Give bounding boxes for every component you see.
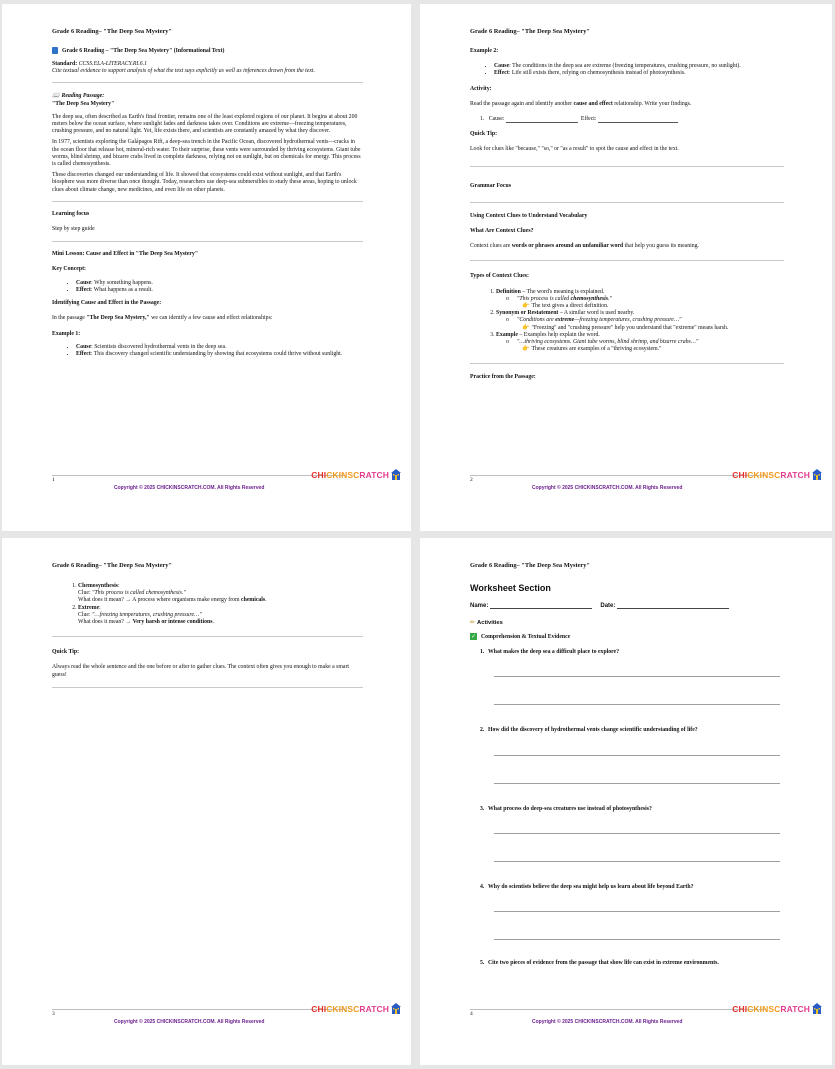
- name-date-row: Name: Date:: [470, 603, 784, 609]
- cause-effect-intro: In the passage "The Deep Sea Mystery," we can identify a few cause and effect relationships:: [52, 315, 273, 322]
- types-list: [470, 289, 784, 354]
- step-guide-text: Step by step guide: [52, 226, 95, 233]
- chickinscratch-logo: CHI CKINSC RATCH: [732, 469, 822, 480]
- list-item: 1. Definition – The word's meaning is explained. o "This process is called chemosynthesis." 👉 The text gives a direct definition.: [496, 289, 784, 311]
- quick-tip-heading: Quick Tip:: [52, 649, 80, 656]
- page-header: Grade 6 Reading– "The Deep Sea Mystery": [470, 28, 590, 35]
- example-2-list: [470, 63, 784, 77]
- divider: [52, 201, 363, 202]
- copyright: Copyright © 2025 CHICKINSCRATCH.COM. All Rights Reserved: [114, 1019, 265, 1025]
- list-item: • Effect: Life still exists there, relying on chemosynthesis instead of photosynthesis.: [494, 70, 784, 77]
- footer-line: [52, 475, 345, 476]
- quick-tip-text: Always read the whole sentence and the one before or after to gather clues. The context often gives you enough to make a smart guess!: [52, 664, 350, 678]
- page-2: [420, 4, 832, 531]
- passage-paragraph-3: These discoveries changed our understanding of life. It showed that ecosystems could exist without sunlight, and that Earth's biosphere was more diverse than once thought. Today, researchers use deep-sea submersibles to study these areas, hoping to unlock clues about climate change, new medicines, and even life on other planets.: [52, 172, 357, 193]
- document-title: Grade 6 Reading – "The Deep Sea Mystery" (Informational Text): [52, 47, 363, 55]
- page-1: [2, 4, 411, 531]
- question-1: 1. What makes the deep sea a difficult place to explore?: [470, 649, 784, 705]
- learning-focus-heading: Learning focus: [52, 210, 90, 217]
- footer-line: [470, 475, 766, 476]
- chickinscratch-logo: CHI CKINSC RATCH: [311, 1003, 401, 1014]
- list-item: • Cause: Scientists discovered hydrothermal vents in the deep sea.: [76, 344, 363, 351]
- example-2-heading: Example 2:: [470, 48, 499, 54]
- vocabulary-list: [52, 583, 363, 626]
- copyright: Copyright © 2025 CHICKINSCRATCH.COM. All Rights Reserved: [532, 485, 683, 491]
- page-footer: [470, 469, 822, 497]
- standard: Standard: CCSS.ELA-LITERACY.RI.6.1: [52, 61, 147, 68]
- name-field[interactable]: [490, 608, 592, 609]
- pencil-icon: ✏: [470, 619, 476, 626]
- page-header: Grade 6 Reading– "The Deep Sea Mystery": [470, 562, 590, 569]
- worksheet-title: Worksheet Section: [470, 583, 551, 593]
- page-header: Grade 6 Reading– "The Deep Sea Mystery": [52, 562, 172, 569]
- standard-description: Cite textual evidence to support analysis of what the text says explicitly as well as inferences drawn from the text.: [52, 68, 315, 75]
- school-icon: [391, 1003, 401, 1014]
- divider: [52, 82, 363, 83]
- activity-instructions: Read the passage again and identify another cause and effect relationship. Write your findings.: [470, 100, 692, 107]
- copyright: Copyright © 2025 CHICKINSCRATCH.COM. All Rights Reserved: [114, 485, 265, 491]
- page-number: 1: [52, 477, 55, 483]
- page-number: 4: [470, 1011, 473, 1017]
- book-icon: [52, 47, 58, 54]
- list-item: 2. Synonym or Restatement – A similar word is used nearby. o "Conditions are extreme—freezing temperatures, crushing pressure…" 👉 "Freezing" and "crushing pressure" help you understand that "extreme" means harsh.: [496, 310, 784, 332]
- example-1-list: [52, 344, 363, 358]
- school-icon: [391, 469, 401, 480]
- divider: [470, 363, 784, 364]
- grammar-focus-heading: Grammar Focus: [470, 182, 511, 189]
- pointing-hand-icon: 👉: [522, 303, 530, 310]
- list-item: • Cause: Why something happens.: [76, 280, 363, 287]
- list-item: • Effect: What happens as a result.: [76, 287, 363, 294]
- passage-paragraph-1: The deep sea, often described as Earth's final frontier, remains one of the least explored regions of our planet. It begins at about 200 meters below the ocean surface, where sunlight fades and darkness takes over. Conditions are extreme—freezing temperatures, crushing pressure, and no natural light. Yet, life exists there, and scientists are constantly amazed by what they discover.: [52, 113, 358, 135]
- effect-answer-blank[interactable]: [598, 122, 678, 123]
- passage-paragraph-2: In 1977, scientists exploring the Galápagos Rift, a deep-sea trench in the Pacific Ocean, discovered hydrothermal vents—cracks in the ocean floor that release hot, mineral-rich water. To their surprise, these vents were surrounded by thriving ecosystems. Giant tube worms, blind shrimp, and bizarre crabs lived in complete darkness, relying not on sunlight, but on chemicals for energy. This process is called chemosynthesis.: [52, 139, 361, 168]
- question-2: 2. How did the discovery of hydrothermal vents change scientific understanding of life?: [470, 727, 784, 783]
- list-item: • Effect: This discovery changed scientific understanding by showing that ecosystems could thrive without sunlight.: [76, 351, 363, 358]
- question-4: 4. Why do scientists believe the deep sea might help us learn about life beyond Earth?: [470, 884, 784, 940]
- copyright: Copyright © 2025 CHICKINSCRATCH.COM. All Rights Reserved: [532, 1019, 683, 1025]
- page-number: 3: [52, 1011, 55, 1017]
- reading-passage-label: 📖 Reading Passage:: [52, 92, 105, 100]
- divider: [470, 166, 784, 167]
- quick-tip-heading: Quick Tip:: [470, 131, 498, 138]
- mini-lesson-heading: Mini Lesson: Cause and Effect in "The Deep Sea Mystery": [52, 251, 199, 258]
- identifying-heading: Identifying Cause and Effect in the Passage:: [52, 300, 162, 307]
- cause-answer-blank[interactable]: [506, 122, 578, 123]
- activity-heading: Activity:: [470, 85, 492, 92]
- activities-heading: ✏ Activities: [470, 619, 503, 626]
- page-header: Grade 6 Reading– "The Deep Sea Mystery": [52, 28, 172, 35]
- pointing-hand-icon: 👉: [522, 346, 530, 353]
- divider: [470, 260, 784, 261]
- divider: [52, 636, 363, 637]
- section-heading: ✓ Comprehension & Textual Evidence: [470, 633, 571, 641]
- context-clues-heading: Using Context Clues to Understand Vocabulary: [470, 212, 588, 219]
- reading-passage-title: "The Deep Sea Mystery": [52, 100, 115, 107]
- page-3: [2, 538, 411, 1065]
- quick-tip-text: Look for clues like "because," "so," or "as a result" to spot the cause and effect in the text.: [470, 146, 679, 153]
- what-are-context-clues: What Are Context Clues?: [470, 228, 534, 235]
- school-icon: [812, 1003, 822, 1014]
- page-number: 2: [470, 477, 473, 483]
- divider: [470, 202, 784, 203]
- list-item: 2. Extreme: Clue: "…freezing temperatures, crushing pressure…" What does it mean? → Very harsh or intense conditions.: [78, 605, 363, 627]
- school-icon: [812, 469, 822, 480]
- activity-cause-effect-row: 1. Cause: Effect:: [470, 116, 784, 123]
- divider: [52, 687, 363, 688]
- example-1-heading: Example 1:: [52, 330, 81, 337]
- check-icon: ✓: [470, 633, 477, 641]
- date-field[interactable]: [617, 608, 729, 609]
- list-item: 1. Chemosynthesis: Clue: "This process is called chemosynthesis." What does it mean? → A process where organisms make energy from chemicals.: [78, 583, 363, 605]
- page-footer: [470, 1003, 822, 1031]
- footer-line: [52, 1009, 345, 1010]
- divider: [52, 241, 363, 242]
- pointing-hand-icon: 👉: [522, 324, 530, 331]
- list-item: 3. Example – Examples help explain the word. o "…thriving ecosystems. Giant tube worms, blind shrimp, and bizarre crabs…" 👉 These creatures are examples of a "thriving ecosystem.": [496, 332, 784, 354]
- key-concept-heading: Key Concept:: [52, 266, 86, 273]
- key-concept-list: [52, 280, 363, 294]
- open-book-icon: 📖: [52, 92, 60, 100]
- chickinscratch-logo: CHI CKINSC RATCH: [732, 1003, 822, 1014]
- list-item: • Cause: The conditions in the deep sea are extreme (freezing temperatures, crushing pressure, no sunlight).: [494, 63, 784, 70]
- context-clues-definition: Context clues are words or phrases around an unfamiliar word that help you guess its meaning.: [470, 243, 699, 250]
- practice-heading: Practice from the Passage:: [470, 374, 536, 381]
- page-footer: [52, 1003, 401, 1031]
- question-5: 5. Cite two pieces of evidence from the passage that show life can exist in extreme environments.: [480, 960, 719, 967]
- types-heading: Types of Context Clues:: [470, 273, 529, 280]
- question-3: 3. What process do deep-sea creatures use instead of photosynthesis?: [470, 806, 784, 862]
- page-footer: [52, 469, 401, 497]
- footer-line: [470, 1009, 766, 1010]
- chickinscratch-logo: CHI CKINSC RATCH: [311, 469, 401, 480]
- page-4: [420, 538, 832, 1065]
